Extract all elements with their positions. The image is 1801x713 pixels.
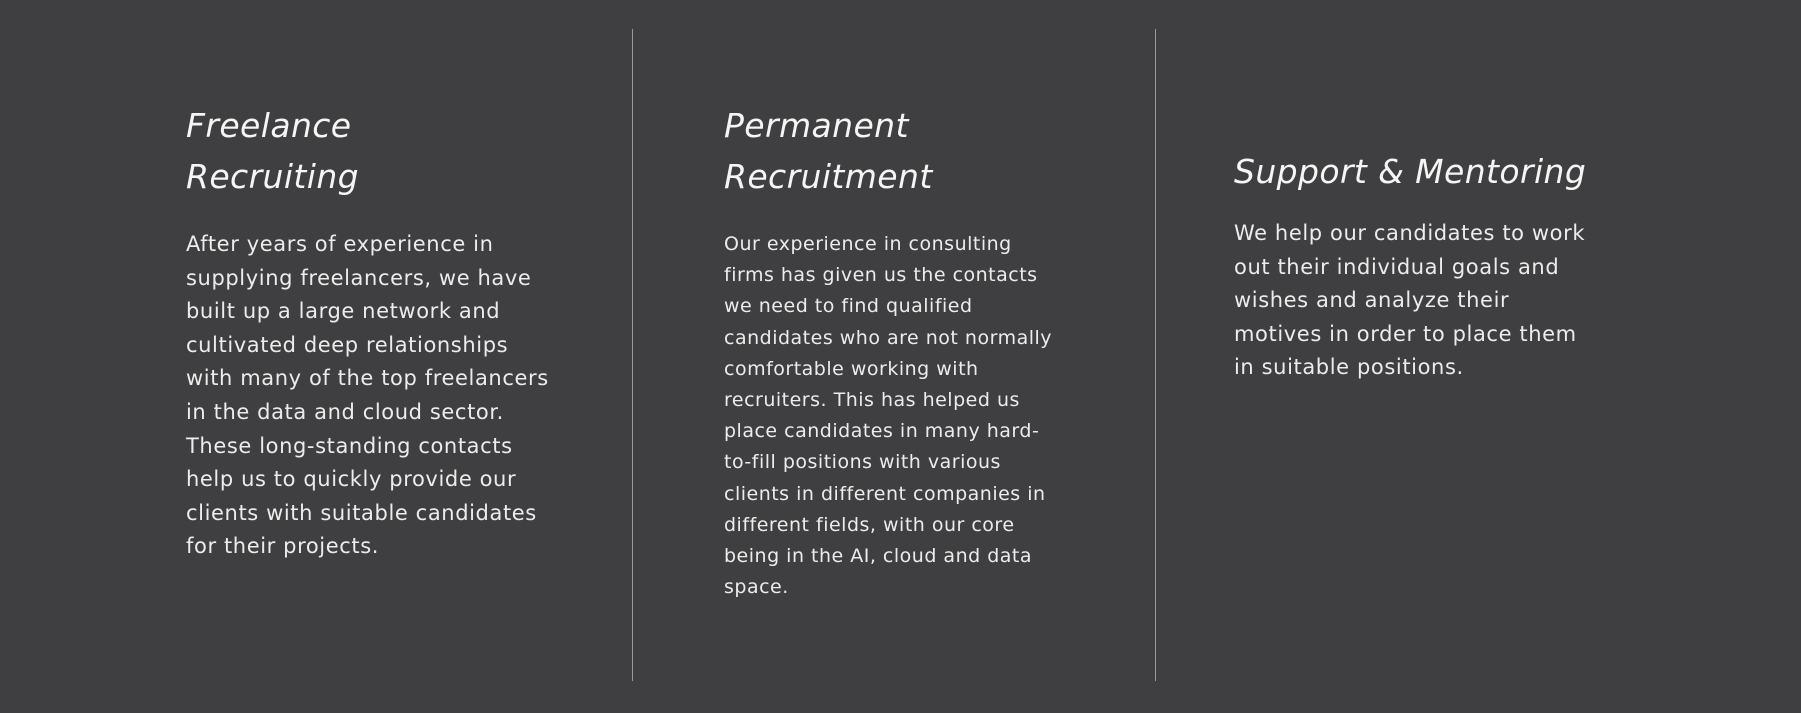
description-line: motives in order to place them: [1234, 321, 1577, 346]
description-line: space.: [724, 576, 789, 599]
service-title-line: Permanent: [724, 106, 909, 145]
description-line: for their projects.: [186, 534, 380, 559]
description-line: in suitable positions.: [1234, 355, 1464, 380]
column-divider: [632, 29, 633, 681]
service-title: [724, 100, 1104, 202]
description-line: comfortable working with: [724, 357, 979, 380]
description-line: recruiters. This has helped us: [724, 389, 1020, 412]
service-title-line: Recruiting: [186, 157, 359, 196]
description-line: clients with suitable candidates: [186, 500, 537, 525]
description-line: to-fill positions with various: [724, 451, 1001, 474]
description-line: firms has given us the contacts: [724, 264, 1038, 287]
description-line: being in the AI, cloud and data: [724, 545, 1033, 568]
description-line: cultivated deep relationships: [186, 332, 509, 357]
description-line: built up a large network and: [186, 299, 501, 324]
service-description: [1234, 217, 1634, 385]
description-line: These long-standing contacts: [186, 433, 513, 458]
service-title-line: Recruitment: [724, 157, 933, 196]
service-description: [724, 229, 1104, 603]
description-line: place candidates in many hard-: [724, 420, 1040, 443]
description-line: with many of the top freelancers: [186, 366, 549, 391]
description-line: After years of experience in: [186, 232, 494, 256]
description-line: out their individual goals and: [1234, 254, 1560, 279]
description-line: supplying freelancers, we have: [186, 265, 532, 290]
service-title: [186, 100, 586, 202]
service-column-support-mentoring: [1234, 146, 1634, 385]
description-line: Our experience in consulting: [724, 233, 1012, 255]
description-line: candidates who are not normally: [724, 326, 1053, 349]
service-column-freelance-recruiting: [186, 100, 586, 564]
service-title: [1234, 146, 1634, 197]
service-description: [186, 228, 586, 564]
service-title-line: Freelance: [186, 106, 352, 145]
service-column-permanent-recruitment: [724, 100, 1104, 603]
description-line: We help our candidates to work: [1234, 221, 1586, 245]
description-line: wishes and analyze their: [1234, 288, 1510, 313]
description-line: help us to quickly provide our: [186, 467, 517, 492]
description-line: in the data and cloud sector.: [186, 399, 504, 424]
service-title-line: Support & Mentoring: [1234, 152, 1587, 191]
column-divider: [1155, 29, 1156, 681]
description-line: clients in different companies in: [724, 482, 1046, 505]
description-line: different fields, with our core: [724, 513, 1015, 536]
description-line: we need to find qualified: [724, 295, 973, 318]
